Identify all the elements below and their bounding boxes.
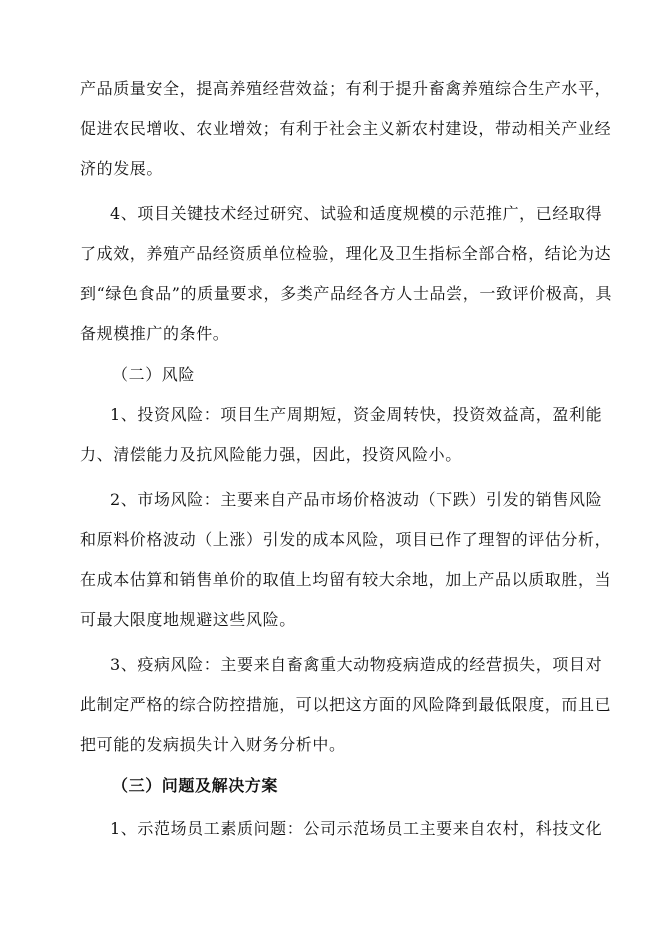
paragraph-line: 4、项目关键技术经过研究、试验和适度规模的示范推广，已经取得 [110, 204, 603, 223]
paragraph-line: 济的发展。 [80, 159, 164, 178]
paragraph-line: 了成效，养殖产品经资质单位检验，理化及卫生指标全部合格，结论为达 [80, 244, 612, 263]
paragraph-line: 备规模推广的条件。 [80, 324, 230, 343]
paragraph-line: 1、投资风险：项目生产周期短，资金周转快，投资效益高，盈利能 [110, 405, 603, 424]
paragraph-line: 促进农民增收、农业增效；有利于社会主义新农村建设，带动相关产业经 [80, 119, 612, 138]
section-heading-problems: （三）问题及解决方案 [112, 776, 279, 795]
paragraph-line: 在成本估算和销售单价的取值上均留有较大余地，加上产品以质取胜，当 [80, 570, 612, 589]
paragraph-line: 可最大限度地规避这些风险。 [80, 610, 296, 629]
paragraph-line: 2、市场风险：主要来自产品市场价格波动（下跌）引发的销售风险 [110, 490, 603, 509]
paragraph-line: 把可能的发病损失计入财务分析中。 [80, 735, 346, 754]
paragraph-line: 此制定严格的综合防控措施，可以把这方面的风险降到最低限度，而且已 [80, 695, 612, 714]
section-heading-risk: （二）风险 [112, 365, 196, 384]
paragraph-line: 到“绿色食品”的质量要求，多类产品经各方人士品尝，一致评价极高，具 [80, 284, 613, 303]
paragraph-line: 3、疫病风险：主要来自畜禽重大动物疫病造成的经营损失，项目对 [110, 655, 603, 674]
paragraph-line: 力、清偿能力及抗风险能力强，因此，投资风险小。 [80, 445, 462, 464]
paragraph-line: 产品质量安全，提高养殖经营效益；有利于提升畜禽养殖综合生产水平， [80, 79, 612, 98]
paragraph-line: 1、示范场员工素质问题：公司示范场员工主要来自农村，科技文化 [110, 819, 603, 838]
paragraph-line: 和原料价格波动（上涨）引发的成本风险，项目已作了理智的评估分析， [80, 530, 612, 549]
